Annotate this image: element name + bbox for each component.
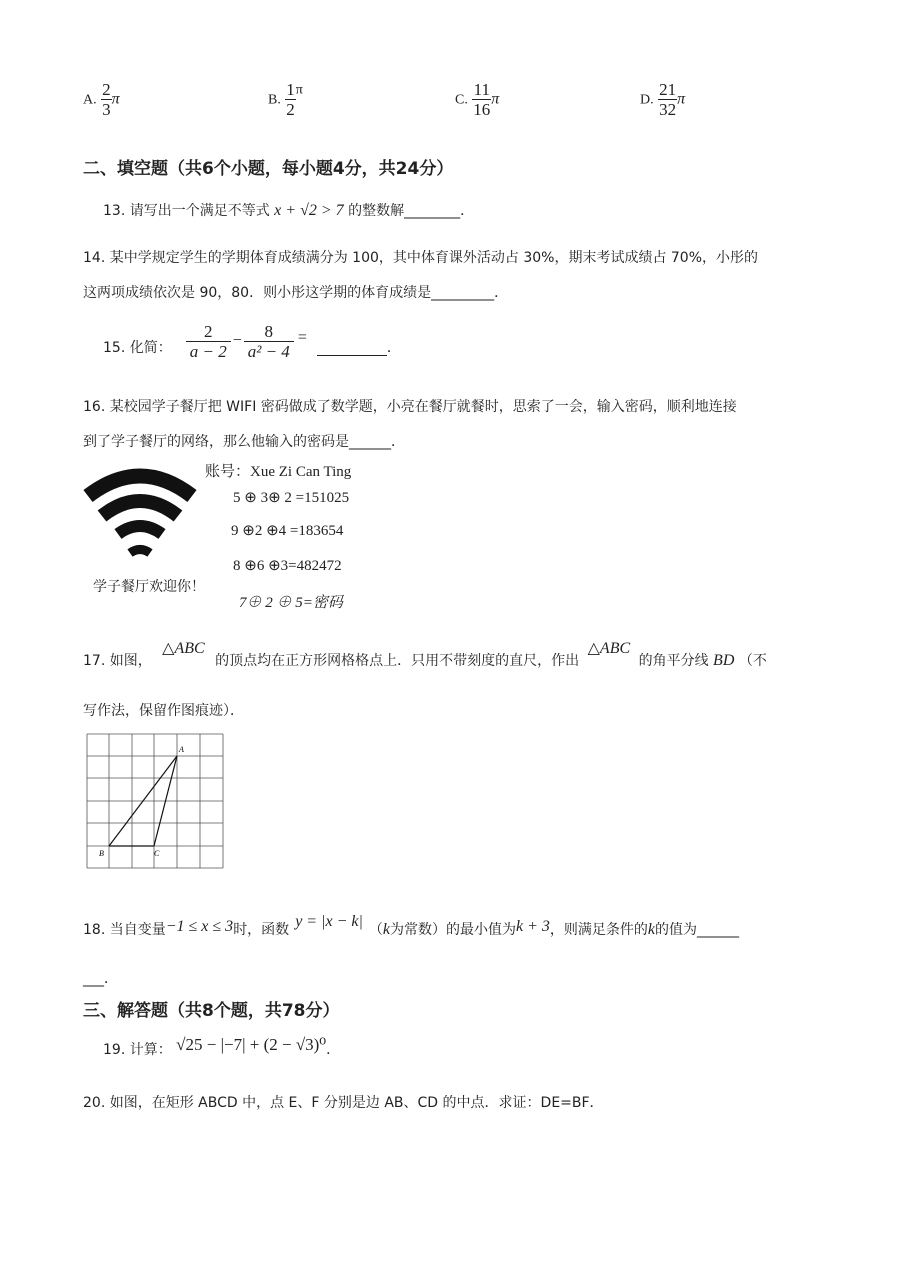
choice-label: A.: [83, 92, 97, 108]
choice-b: B. $\frac{1}{2}$ π: [268, 80, 303, 119]
fraction-2: $\frac{8}{\text{a² − 4}}$: [244, 322, 294, 361]
choice-fraction: $\frac{11}{16}$: [473, 80, 491, 119]
question-16-line2: 到了学子餐厅的网络，那么他输入的密码是______．: [83, 434, 405, 450]
choice-fraction: $\frac{2}{3}$: [102, 80, 111, 119]
section-heading-solutions: 三、解答题（共8个题，共78分）: [83, 1001, 340, 1021]
choice-a: A. $\frac{2}{3}$ π: [83, 80, 120, 119]
fraction-1: $\frac{2}{a - 2}$: [186, 322, 231, 361]
question-18-line2: ___．: [83, 971, 118, 987]
choice-label: C.: [455, 92, 468, 108]
choice-fraction: $\frac{21}{32}$: [659, 80, 677, 119]
wifi-arc-dot: [130, 550, 150, 554]
wifi-arc-outer: [88, 476, 192, 496]
range-math: −1 ≤ x ≤ 3: [165, 918, 234, 935]
expression-math: √25 − |−7| + (2 − √3)⁰: [176, 1035, 327, 1054]
section-heading-fill-in: 二、填空题（共6个小题，每小题4分，共24分）: [83, 159, 454, 179]
question-17-line2: 写作法，保留作图痕迹）．: [83, 703, 244, 719]
inequality-math: x + √2 > 7: [274, 202, 344, 219]
choice-label: B.: [268, 92, 281, 108]
wifi-account: 账号：Xue Zi Can Ting: [205, 464, 352, 480]
question-20: 20. 如图，在矩形 ABCD 中，点 E、F 分别是边 AB、CD 的中点．求证：DE=BF．: [83, 1095, 604, 1111]
triangle-abc-symbol: △ABC: [162, 640, 205, 657]
wifi-arc-middle: [102, 501, 178, 516]
question-15: 15. 化简： $\frac{2}{a - 2}$ − $\frac{8}{\text{a² − 4}}$ = ．: [103, 321, 401, 361]
wifi-icon: [80, 468, 200, 568]
question-18-line1: 18. 当自变量−1 ≤ x ≤ 3时，函数 y = |x − k| （k为常数）的最小值为k + 3，则满足条件的k的值为______: [83, 913, 740, 938]
question-17-line1: 17. 如图， △ABC 的顶点均在正方形网格格点上．只用不带刻度的直尺，作出 △ABC 的角平分线 BD （不: [83, 640, 767, 669]
wifi-equation-3: 8 ⊕6 ⊕3=482472: [233, 558, 342, 574]
question-16-line1: 16. 某校园学子餐厅把 WIFI 密码做成了数学题，小亮在餐厅就餐时，思索了一会，输入密码，顺利地连接: [83, 399, 737, 415]
wifi-equation-1: 5 ⊕ 3⊕ 2 =151025: [233, 490, 350, 506]
answer-blank: [317, 341, 387, 356]
min-value-math: k + 3: [516, 918, 550, 935]
choice-c: C. $\frac{11}{16}$ π: [455, 80, 500, 119]
vertex-label-c: C: [154, 849, 160, 858]
grid-triangle-figure: [85, 732, 225, 870]
wifi-equation-2: 9 ⊕2 ⊕4 =183654: [231, 523, 344, 539]
vertex-label-b: B: [99, 849, 104, 858]
choice-d: D. $\frac{21}{32}$ π: [640, 80, 686, 119]
triangle-abc-symbol: △ABC: [587, 640, 631, 657]
question-13: 13. 请写出一个满足不等式 x + √2 > 7 的整数解________．: [103, 202, 475, 219]
wifi-welcome: 学子餐厅欢迎你！: [93, 579, 205, 595]
choice-label: D.: [640, 92, 654, 108]
question-14-line2: 这两项成绩依次是 90，80．则小彤这学期的体育成绩是_________．: [83, 285, 509, 301]
wifi-equation-4: 7⊕ 2 ⊕ 5=密码: [239, 595, 343, 611]
function-math: y = |x − k|: [295, 913, 363, 930]
choice-fraction: $\frac{1}{2}$: [286, 80, 295, 119]
question-14-line1: 14. 某中学规定学生的学期体育成绩满分为 100，其中体育课外活动占 30%，期末考试成绩占 70%，小彤的: [83, 250, 759, 266]
question-19: 19. 计算： √25 − |−7| + (2 − √3)⁰．: [103, 1035, 341, 1058]
vertex-label-a: A: [179, 745, 184, 754]
wifi-arc-inner: [118, 526, 162, 534]
